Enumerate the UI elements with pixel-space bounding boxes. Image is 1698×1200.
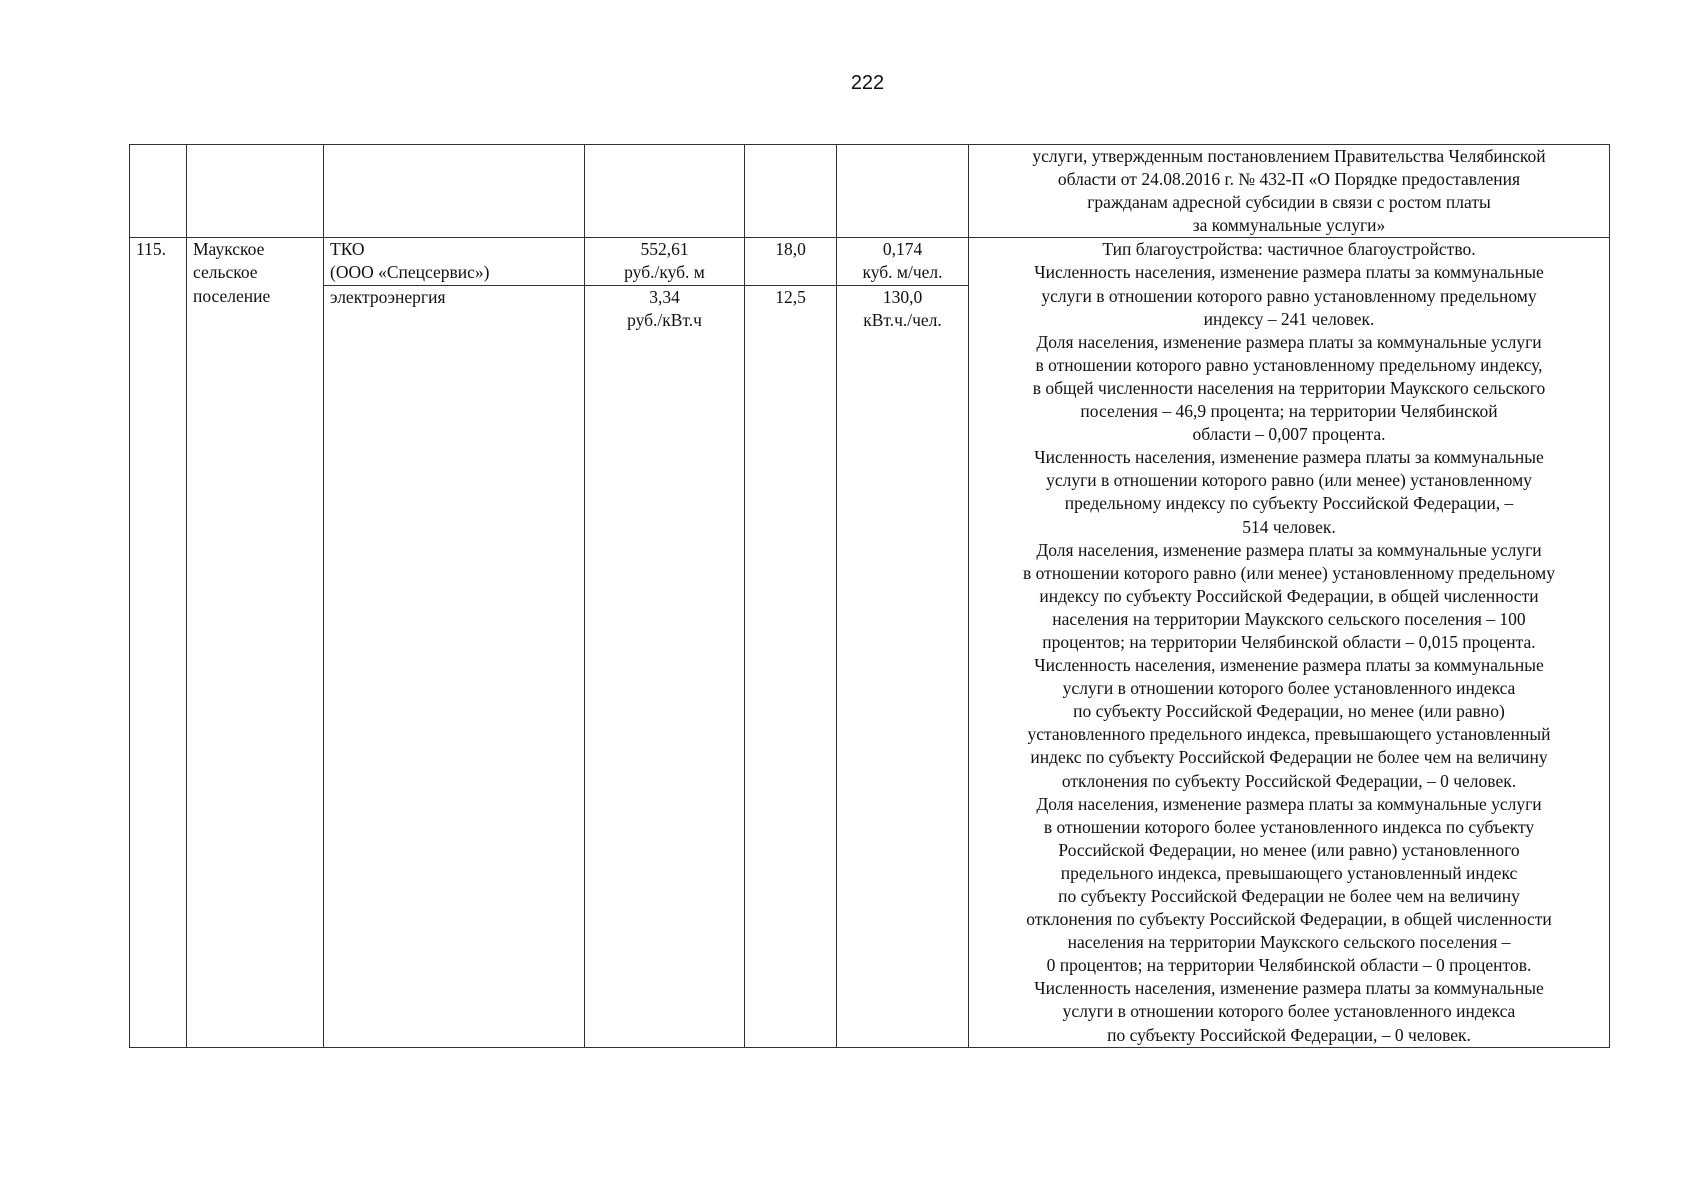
cell-empty: [585, 145, 745, 238]
description-line: услуги в отношении которого более установленного индекса: [1062, 678, 1516, 699]
cell-empty: [187, 145, 324, 238]
description-line: в отношении которого равно (или менее) установленному предельному: [1023, 562, 1555, 583]
description-line: Российской Федерации, но менее (или равно) установленного: [1058, 839, 1520, 860]
description-line: области – 0,007 процента.: [1192, 424, 1386, 445]
tariff-unit: руб./кВт.ч: [627, 309, 702, 330]
tariff-unit: руб./куб. м: [624, 262, 705, 283]
cell-empty: [130, 145, 187, 238]
cell-empty: [745, 145, 837, 238]
description-text: [975, 238, 1603, 1046]
service-name-line: электроэнергия: [330, 286, 446, 307]
tariff-value: 3,34: [649, 286, 680, 307]
cell-empty: [324, 145, 585, 238]
description-line: предельному индексу по субъекту Российской Федерации, –: [1064, 493, 1514, 514]
text-line: гражданам адресной субсидии в связи с ростом платы: [1087, 192, 1491, 213]
description-line: Доля населения, изменение размера платы за коммунальные услуги: [1036, 793, 1542, 814]
description-line: Численность населения, изменение размера платы за коммунальные: [1034, 262, 1544, 283]
description-line: отклонения по субъекту Российской Федерации, – 0 человек.: [1061, 770, 1517, 791]
service-name-line: ТКО: [330, 239, 365, 260]
growth-cell: 12,5: [745, 285, 837, 1047]
description-line: в общей численности населения на территории Маукского сельского: [1032, 377, 1546, 398]
description-line: индексу по субъекту Российской Федерации, в общей численности: [1039, 585, 1539, 606]
description-line: в отношении которого равно установленному предельному индексу,: [1035, 354, 1543, 375]
norm-value: 130,0: [882, 286, 923, 307]
description-line: 0 процентов; на территории Челябинской области – 0 процентов.: [1046, 955, 1532, 976]
norm-cell: [837, 285, 969, 1047]
description-line: Доля населения, изменение размера платы за коммунальные услуги: [1036, 331, 1542, 352]
tariff-cell: [585, 285, 745, 1047]
text-line: услуги, утвержденным постановлением Правительства Челябинской: [1032, 146, 1546, 166]
description-line: Численность населения, изменение размера платы за коммунальные: [1034, 655, 1544, 676]
description-line: Тип благоустройства: частичное благоустройство.: [1102, 239, 1476, 260]
description-line: в отношении которого более установленного индекса по субъекту: [1043, 816, 1535, 837]
growth-cell: 18,0: [745, 238, 837, 285]
description-line: населения на территории Маукского сельского поселения – 100: [1052, 608, 1526, 629]
service-name-line: (ООО «Спецсервис»): [330, 262, 490, 283]
cell-empty: [837, 145, 969, 238]
description-cell: [969, 238, 1610, 1047]
description-line: населения на территории Маукского сельского поселения –: [1067, 932, 1511, 953]
municipality-line: сельское: [193, 262, 258, 283]
continuation-row: [130, 145, 1610, 238]
service-name: [324, 285, 585, 1047]
norm-unit: кВт.ч./чел.: [863, 309, 942, 330]
description-line: 514 человек.: [1242, 516, 1336, 537]
description-line: по субъекту Российской Федерации, – 0 человек.: [1107, 1024, 1471, 1045]
norm-value: 0,174: [882, 239, 923, 260]
municipality-line: Маукское: [193, 239, 265, 260]
description-line: индекс по субъекту Российской Федерации не более чем на величину: [1030, 747, 1548, 768]
description-line: процентов; на территории Челябинской области – 0,015 процента.: [1042, 631, 1536, 652]
continuation-text: [969, 145, 1610, 238]
text-line: за коммунальные услуги»: [1192, 215, 1386, 236]
norm-unit: куб. м/чел.: [862, 262, 943, 283]
description-line: индексу – 241 человек.: [1203, 308, 1375, 329]
norm-cell: [837, 238, 969, 285]
description-line: предельного индекса, превышающего установленный индекс: [1060, 862, 1518, 883]
description-line: установленного предельного индекса, превышающего установленный: [1027, 724, 1551, 745]
text-line: области от 24.08.2016 г. № 432-П «О Порядке предоставления: [1057, 169, 1521, 190]
page-number: 222: [850, 72, 885, 94]
description-line: по субъекту Российской Федерации, но менее (или равно): [1073, 701, 1505, 722]
description-line: отклонения по субъекту Российской Федерации, в общей численности: [1026, 909, 1552, 930]
description-line: Численность населения, изменение размера платы за коммунальные: [1034, 447, 1544, 468]
tariff-value: 552,61: [640, 239, 689, 260]
service-name: [324, 238, 585, 285]
municipality-cell: [187, 238, 324, 1047]
table-row: [130, 238, 1610, 285]
description-line: услуги в отношении которого более установленного индекса: [1062, 1001, 1516, 1022]
description-line: Численность населения, изменение размера платы за коммунальные: [1034, 978, 1544, 999]
description-line: услуги в отношении которого равно установленному предельному: [1041, 285, 1537, 306]
tariff-cell: [585, 238, 745, 285]
description-line: услуги в отношении которого равно (или менее) установленному: [1046, 470, 1532, 491]
municipality-line: поселение: [193, 285, 271, 306]
description-line: поселения – 46,9 процента; на территории Челябинской: [1080, 401, 1498, 422]
row-index: 115.: [130, 238, 187, 1047]
description-line: по субъекту Российской Федерации не более чем на величину: [1058, 886, 1520, 906]
description-line: Доля населения, изменение размера платы за коммунальные услуги: [1036, 539, 1542, 560]
subsidy-table: [129, 144, 1610, 1048]
